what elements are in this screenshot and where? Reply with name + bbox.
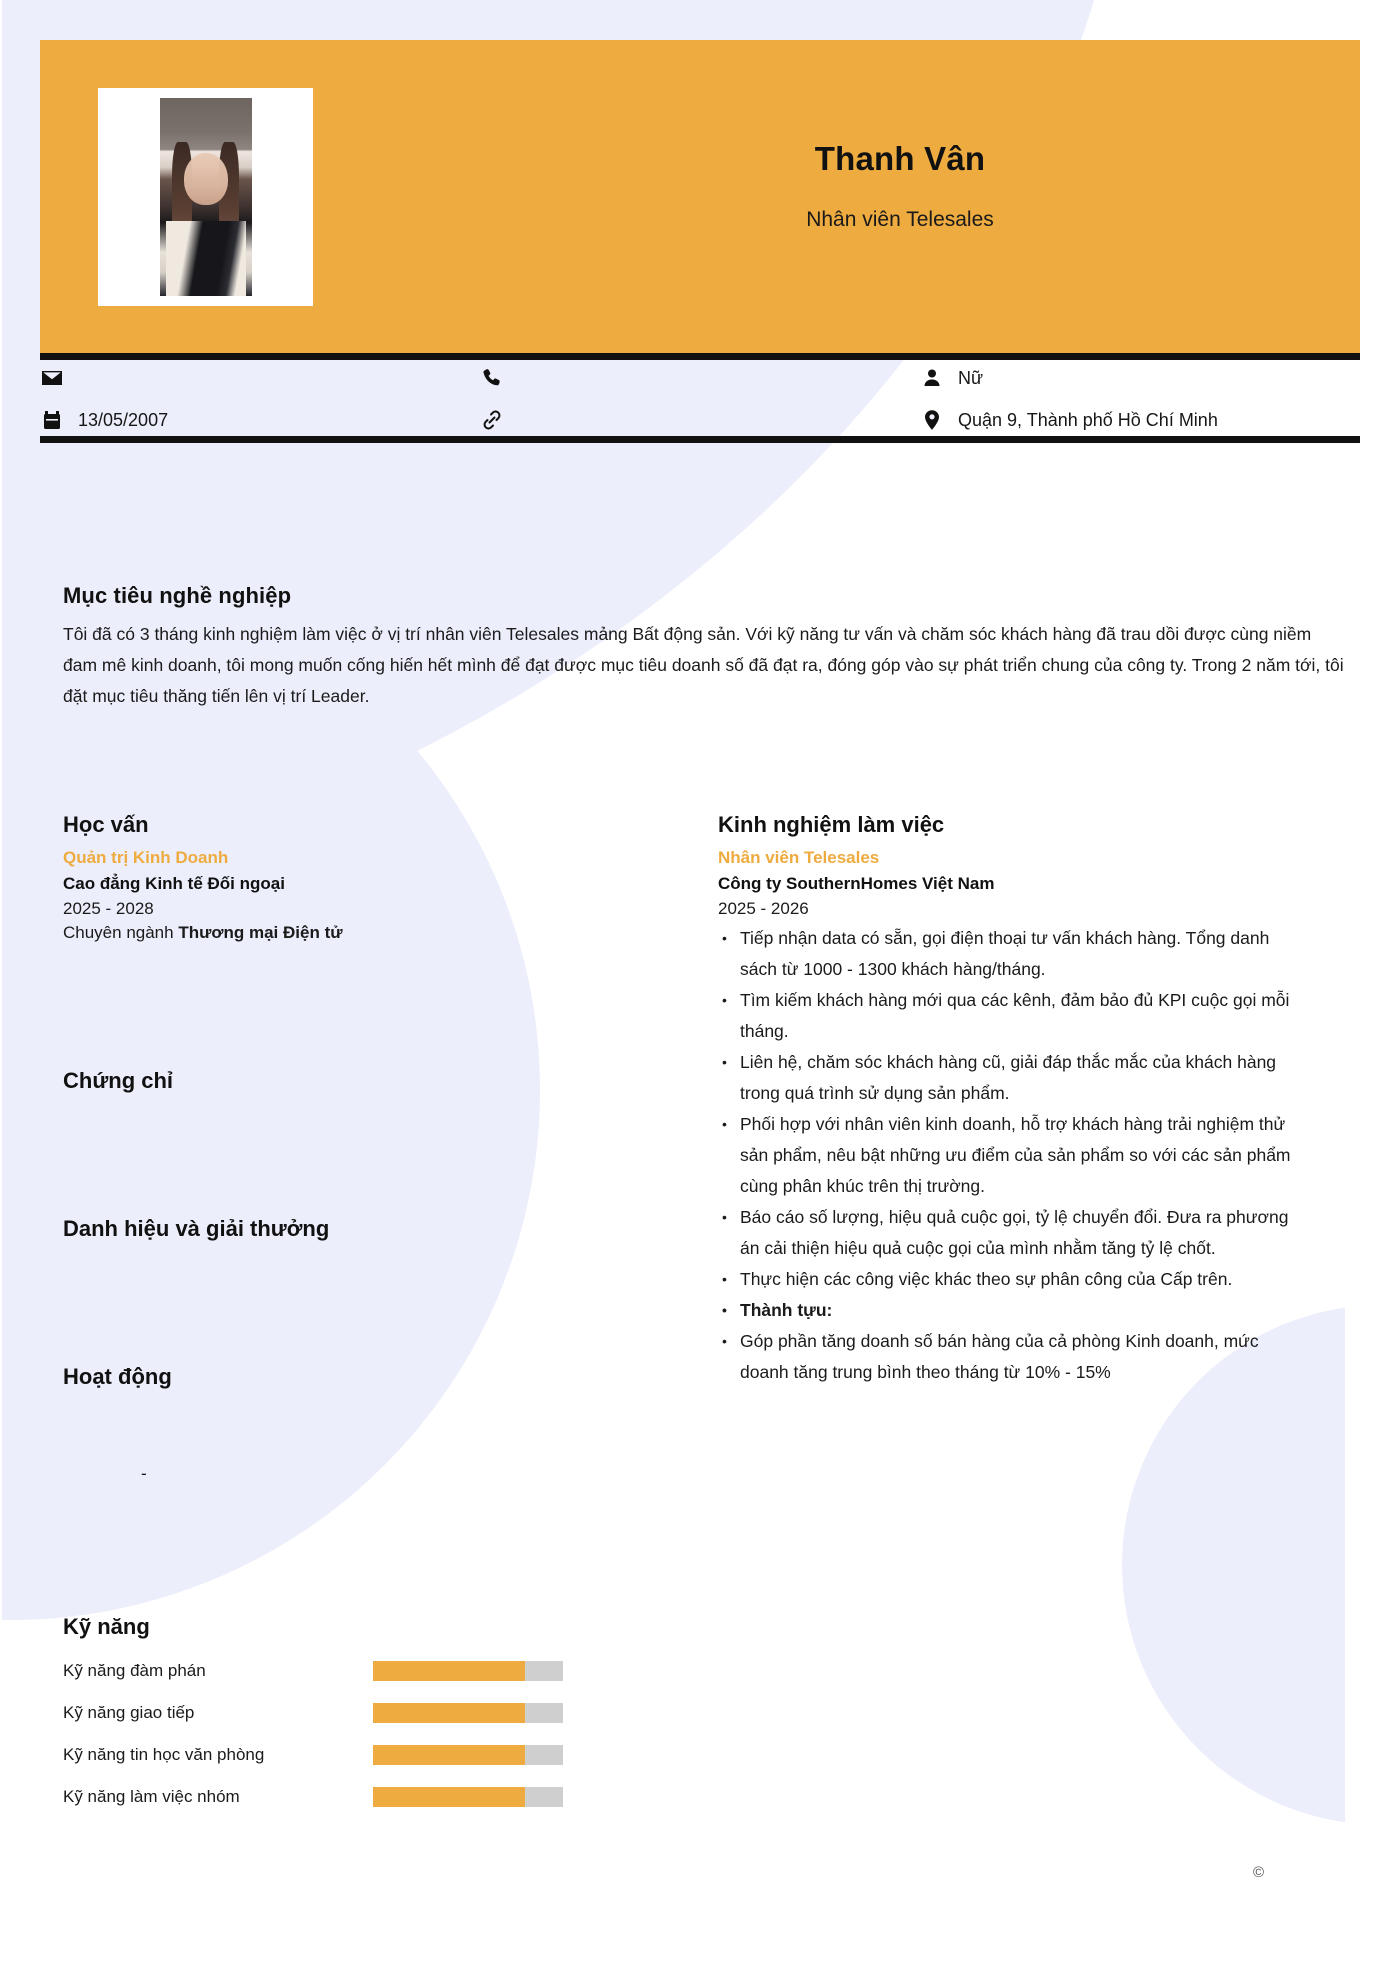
activities-placeholder: - (141, 1464, 147, 1483)
career-objective-text: Tôi đã có 3 tháng kinh nghiệm làm việc ở vị trí nhân viên Telesales mảng Bất động sản. Với kỹ năng tư vấn và chăm sóc khách hàng đã trau dồi được cùng niềm đam mê kinh doanh, tôi mong muốn cống hiến hết mình để đạt được mục tiêu doanh số đã đạt ra, đóng góp vào sự phát triển chung của công ty. Trong 2 năm tới, tôi đặt mục tiêu thăng tiến lên vị trí Leader. (63, 624, 1344, 706)
contact-link[interactable] (480, 408, 518, 432)
awards-title: Danh hiệu và giải thưởng (63, 1216, 330, 1241)
person-icon (920, 366, 944, 390)
skills-section (63, 1614, 563, 1818)
left-column (63, 812, 563, 1818)
photo-face (184, 153, 228, 205)
career-objective-section (63, 583, 1346, 712)
career-objective-title: Mục tiêu nghề nghiệp (63, 583, 292, 608)
experience-role: Nhân viên Telesales (718, 848, 880, 867)
link-icon (480, 408, 504, 432)
contact-address (920, 408, 1218, 432)
certificates-title: Chứng chỉ (63, 1068, 174, 1093)
contact-address-value: Quận 9, Thành phố Hồ Chí Minh (958, 409, 1218, 430)
cv-header-banner (40, 40, 1360, 353)
envelope-icon (40, 366, 64, 390)
education-section (63, 812, 563, 943)
education-major-value: Thương mại Điện tử (178, 923, 343, 942)
education-years: 2025 - 2028 (63, 899, 154, 918)
skill-row (63, 1776, 563, 1818)
spacer-after-education (63, 943, 563, 1068)
profile-photo-frame (98, 88, 313, 306)
skill-progress-track (373, 1703, 563, 1723)
skill-progress-track (373, 1661, 563, 1681)
experience-bullet: • Thực hiện các công việc khác theo sự phân công của Cấp trên. (718, 1264, 1308, 1295)
experience-bullet: • Tìm kiếm khách hàng mới qua các kênh, đảm bảo đủ KPI cuộc gọi mỗi tháng. (718, 985, 1308, 1047)
skill-progress-track (373, 1745, 563, 1765)
experience-years: 2025 - 2026 (718, 899, 809, 918)
contact-dob-value: 13/05/2007 (78, 409, 169, 430)
candidate-name: Thanh Vân (814, 140, 986, 177)
contact-dob (40, 408, 168, 432)
spacer-after-certificates (63, 1104, 563, 1216)
skill-label: Kỹ năng đàm phán (63, 1661, 206, 1680)
experience-company: Công ty SouthernHomes Việt Nam (718, 874, 995, 893)
experience-bullet: • Phối hợp với nhân viên kinh doanh, hỗ trợ khách hàng trải nghiệm thử sản phẩm, nêu bật những ưu điểm của sản phẩm so với các sản phẩm cùng phân khúc trên thị trường. (718, 1109, 1308, 1202)
skill-progress-fill (373, 1661, 525, 1681)
education-program: Quản trị Kinh Doanh (63, 848, 229, 867)
education-major-prefix: Chuyên ngành (63, 923, 179, 942)
divider-top (40, 353, 1360, 360)
experience-bullet: • Báo cáo số lượng, hiệu quả cuộc gọi, tỷ lệ chuyển đổi. Đưa ra phương án cải thiện hiệu quả cuộc gọi của mình nhằm tăng tỷ lệ chốt. (718, 1202, 1308, 1264)
phone-icon (480, 366, 504, 390)
copyright-icon: © (1253, 1864, 1265, 1881)
contact-gender (920, 366, 983, 390)
page-margin-bottom (0, 1890, 1400, 1981)
right-column (718, 812, 1308, 1388)
experience-title: Kinh nghiệm làm việc (718, 812, 945, 837)
skill-progress-fill (373, 1745, 525, 1765)
experience-bullet: • Liên hệ, chăm sóc khách hàng cũ, giải đáp thắc mắc của khách hàng trong quá trình sử dụng sản phẩm. (718, 1047, 1308, 1109)
skills-list (63, 1650, 563, 1818)
photo-body (166, 221, 246, 296)
education-school: Cao đẳng Kinh tế Đối ngoại (63, 874, 285, 893)
skill-label: Kỹ năng tin học văn phòng (63, 1745, 265, 1764)
skill-progress-fill (373, 1703, 525, 1723)
certificates-section (63, 1068, 563, 1094)
skill-label: Kỹ năng làm việc nhóm (63, 1787, 240, 1806)
calendar-icon (40, 408, 64, 432)
experience-bullet: • Góp phần tăng doanh số bán hàng của cả phòng Kinh doanh, mức doanh tăng trung bình theo tháng từ 10% - 15% (718, 1326, 1308, 1388)
location-pin-icon (920, 408, 944, 432)
skill-progress-fill (373, 1787, 525, 1807)
education-major (63, 923, 563, 943)
skill-label: Kỹ năng giao tiếp (63, 1703, 195, 1722)
skill-row (63, 1692, 563, 1734)
contact-gender-value: Nữ (958, 367, 984, 388)
skill-row (63, 1650, 563, 1692)
education-title: Học vấn (63, 812, 149, 837)
profile-photo-image (160, 98, 252, 296)
skills-title: Kỹ năng (63, 1614, 150, 1639)
contact-info (40, 362, 1360, 436)
profile-photo (108, 98, 303, 296)
awards-section (63, 1216, 563, 1242)
candidate-job-title: Nhân viên Telesales (806, 208, 994, 231)
spacer-after-activities (63, 1484, 563, 1614)
experience-section (718, 812, 1308, 1388)
contact-phone (480, 366, 518, 390)
skill-row (63, 1734, 563, 1776)
page-margin-left (0, 0, 2, 1981)
experience-bullet: • Tiếp nhận data có sẵn, gọi điện thoại tư vấn khách hàng. Tổng danh sách từ 1000 - 1300 khách hàng/tháng. (718, 923, 1308, 985)
experience-bullet: • Thành tựu: (718, 1295, 1308, 1326)
activities-title: Hoạt động (63, 1364, 172, 1389)
activities-section (63, 1364, 563, 1484)
experience-bullet-list (718, 923, 1308, 1388)
contact-email (40, 366, 78, 390)
divider-bottom (40, 436, 1360, 443)
spacer-after-awards (63, 1252, 563, 1364)
skill-progress-track (373, 1787, 563, 1807)
